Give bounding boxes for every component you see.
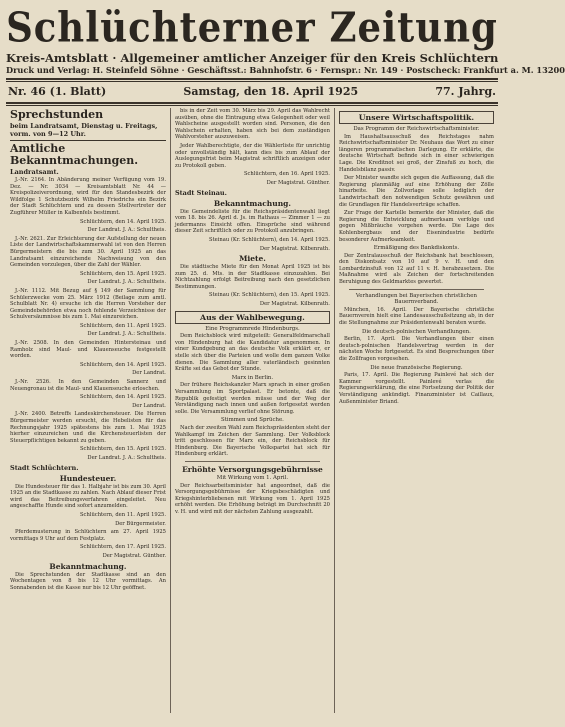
- notice-date: Steinau (Kr. Schlüchtern), den 15. April 1925.: [209, 292, 330, 299]
- volume: 77. Jahrg.: [435, 85, 496, 98]
- notice-signature: Der Bürgermeister.: [115, 520, 166, 527]
- issue-sheet: (1. Blatt): [49, 85, 107, 98]
- column-2: [170, 108, 334, 713]
- subheading-programmrede: Eine Programmrede Hindenburgs.: [205, 325, 300, 332]
- article-paragraph: bis in der Zeit vom 30. März bis 29. April das Wahlrecht ausüben, ohne die Eintragung etwa Gelegenheit oder weil Wahlscheine ausgestellt worden sind. Personen, die den Wahlschein erhalten, haben sich bei dem zuständigen Wahlvorsteher auszuweisen.: [174, 108, 330, 141]
- notice-paragraph: J.-Nr. 2621. Zur Erleichterung der Aufstellung der neuen Liste der Landwirtschaftskammerwahl ist von den Herren Bürgermeistern die bis zum 30. April 1925 an das Landratsamt einzureichende Nachweisung von den Gemeinden vorzulegen, über die Zahl der Wähler.: [10, 235, 166, 269]
- sprechstunden-text: beim Landratsamt, Dienstag u. Freitags, vorm. von 9—12 Uhr.: [10, 122, 158, 138]
- subheading-bankdiskont: Ermäßigung des Bankdiskonts.: [373, 245, 460, 252]
- notice-signature: Der Magistrat. Günther.: [266, 179, 330, 186]
- heading-miete: Miete.: [239, 254, 266, 264]
- article-paragraph: Paris, 17. April. Die Regierung Painlevé hat sich der Kammer vorgestellt. Painlevé verlas die Regierungserklärung, die eine Fortsetzung der Politik der Verständigung ankündigt. Finanzminister ist Caillaux, Außenminister Briand.: [338, 372, 494, 405]
- divider: [6, 102, 498, 106]
- notice-date: Steinau (Kr. Schlüchtern), den 14. April 1925.: [209, 236, 330, 243]
- notice-paragraph: Die Gemeindeliste für die Reichspräsidentenwahl liegt vom 18. bis 26. April d. Js. im Rathaus — Zimmer 1 — zu jedermanns Einsicht offen. Einsprüche sind während dieser Zeit schriftlich oder zu Protokoll anzubringen.: [174, 208, 330, 235]
- subheading-programm: Das Programm der Reichswirtschaftsminister.: [353, 126, 480, 132]
- subheading-versorgung: Mit Wirkung vom 1. April.: [216, 474, 289, 481]
- notice-signature: Der Magistrat. Günther.: [102, 552, 166, 559]
- notice-paragraph: Die Sprechstunden der Stadtkasse sind an den Wochentagen von 8 bis 12 Uhr vormittags. An Sonnabenden ist die Kasse nur bis 12 Uhr geöffnet.: [10, 571, 166, 591]
- section-steinau: Stadt Steinau.: [174, 188, 227, 197]
- heading-sprechstunden: Sprechstunden: [10, 108, 104, 121]
- notice-signature: Der Landrat. J. A.: Schultheis.: [87, 331, 166, 338]
- notice-date: Schlüchtern, den 11. April 1925.: [80, 322, 166, 329]
- notice-paragraph: J.-Nr. 2508. In den Gemeinden Hintersteinau und Ramholz sind Maul- und Klauenseuche festgestellt worden.: [10, 340, 166, 360]
- notice-signature: Der Landrat. J. A.: Schultheis.: [87, 279, 166, 286]
- section-stadt: Stadt Schlüchtern.: [10, 463, 79, 472]
- column-1: [6, 108, 170, 713]
- heading-bekanntmachung: Bekanntmachung.: [49, 561, 127, 571]
- notice-date: Schlüchtern, den 17. April 1925.: [80, 544, 166, 551]
- heading-amtliche: Amtliche Bekanntmachungen.: [10, 142, 139, 167]
- notice-date: Schlüchtern, den 11. April 1925.: [80, 511, 166, 518]
- subheading-stimmen: Stimmen und Sprüche.: [221, 417, 284, 424]
- article-paragraph: Nach der zweiten Wahl zum Reichspräsidenten steht der Wahlkampf im Zeichen der Sammlung. Der Volksblock tritt geschlossen für Marx ein, der Reichsblock für Hindenburg. Die Bayerische Volkspartei hat sich für Hindenburg erklärt.: [174, 424, 330, 458]
- notice-date: Schlüchtern, den 14. April 1925.: [80, 218, 166, 225]
- heading-hundesteuer: Hundesteuer.: [59, 473, 117, 483]
- notice-date: Schlüchtern, den 15. April 1925.: [80, 270, 166, 277]
- heading-wahlbewegung: Aus der Wahlbewegung.: [175, 311, 330, 324]
- divider: [6, 78, 498, 82]
- heading-wirtschaftspolitik: Unsere Wirtschaftspolitik.: [339, 111, 494, 124]
- article-paragraph: Der Minister wandte sich gegen die Auffassung, daß die Regierung planmäßig auf eine Erhöhung der Zölle hinarbeite. Die Zollvorlage solle lediglich der Landwirtschaft den notwendigen Schutz gewähren und die Grundlagen für Handelsverträge schaffen.: [338, 175, 494, 208]
- notice-paragraph: J.-Nr. 2164. In Abänderung meiner Verfügung vom 19. Dez. — Nr. 3034 — Kreisamtsblatt Nr. 44 — Kreispolizeiverordnung, wird für den Standesbezirk der Wildfolge 1 Schutzbezirk Wilhelm Friedrichs ein Bezirk der Stadt Schlüchtern und zu dessen Stellvertreter der Zugführer Müller in Kalbenfels bestimmt.: [10, 177, 166, 216]
- article-paragraph: Im Haushaltsausschuß des Reichstages nahm Reichswirtschaftsminister Dr. Neuhaus das Wort zu einer längeren programmatischen Darlegung. Er erklärte, die deutsche Wirtschaft befinde sich in einer schwierigen Lage. Die Kreditnot sei groß, der Zinsfuß zu hoch, die Handelsbilanz passiv.: [338, 133, 494, 173]
- article-paragraph: Berlin, 17. April. Die Verhandlungen über einen deutsch-polnischen Handelsvertrag werden in der nächsten Woche fortgesetzt. Es sind Besprechungen über die Zollfragen vorgesehen.: [338, 336, 494, 362]
- divider: [349, 289, 484, 290]
- section-landratsamt: Landratsamt.: [10, 168, 59, 176]
- divider: [185, 461, 320, 462]
- notice-date: Schlüchtern, den 15. April 1925.: [80, 446, 166, 453]
- subheading-franzoesisch: Die neue französische Regierung.: [370, 364, 463, 371]
- article-paragraph: Dem Reichsblock wird mitgeteilt: Generalfeldmarschall von Hindenburg hat die Kandidatur angenommen. In einer Kundgebung an das deutsche Volk erklärt er, er stelle sich über die Parteien und wolle dem ganzen Volke dienen. Die Sammlung aller vaterländisch gesinnten Kräfte sei das Gebot der Stunde.: [174, 333, 330, 373]
- article-paragraph: Zur Frage der Kartelle bemerkte der Minister, daß die Regierung die Entwicklung aufmerksam verfolge und gegen Mißbräuche vorgehen werde. Die Lage des Kohlenbergbaus und der Eisenindustrie bedürfe besonderer Aufmerksamkeit.: [338, 210, 494, 243]
- subtitle: Kreis-Amtsblatt · Allgemeiner amtlicher Anzeiger für den Kreis Schlüchtern: [6, 51, 499, 65]
- subheading-marx: Marx in Berlin.: [231, 374, 274, 381]
- article-paragraph: Der Reichsarbeitsminister hat angeordnet, daß die Versorgungsgebührnisse der Kriegsbeschädigten und Kriegshinterbliebenen mit Wirkung vom 1. April 1925 erhöht werden. Die Erhöhung beträgt im Durchschnitt 20 v. H. und wird mit der nächsten Zahlung ausgezahlt.: [174, 482, 330, 515]
- heading-versorgung: Erhöhte Versorgungsgebührnisse: [182, 464, 323, 474]
- notice-paragraph: J.-Nr. 2400. Betreffs Landeskirchensteuer. Die Herren Bürgermeister werden ersucht, die Hebelisten für das Rechnungsjahr 1925 spätestens bis zum 1. Mai 1925 hierher einzureichen und die Kirchensteuerlisten der Steuerpflichtigen bekannt zu geben.: [10, 411, 166, 444]
- heading-bekanntmachung: Bekanntmachung.: [213, 198, 292, 208]
- article-paragraph: Der Zentralausschuß der Reichsbank hat beschlossen, den Diskontsatz von 10 auf 9 v. H. und den Lombardzinsfuß von 12 auf 11 v. H. herabzusetzen. Die Maßnahme wird als Zeichen der fortschreitenden Beruhigung des Geldmarktes gewertet.: [338, 252, 494, 286]
- article-paragraph: München, 16. April. Der Bayerische christliche Bauernverein hielt eine Landesausschußsitzung ab, in der die Stellungnahme zur Präsidentenwahl beraten wurde.: [338, 306, 494, 327]
- notice-date: Schlüchtern, den 16. April 1925.: [243, 171, 330, 178]
- issue-date: Samstag, den 18. April 1925: [183, 85, 359, 98]
- notice-signature: Der Landrat. J. A.: Schultheis.: [87, 227, 166, 234]
- notice-signature: Der Magistrat. Kilbenrath.: [259, 301, 330, 308]
- subheading-verhandlungen: Die deutsch-polnischen Verhandlungen.: [362, 328, 471, 335]
- dateline: [6, 84, 498, 100]
- masthead: Schlüchterner Zeitung: [6, 2, 498, 52]
- notice-paragraph: Die städtische Miete für den Monat April 1925 ist bis zum 25. d. Mts. in der Stadtkasse einzuzahlen. Bei Nichtzahlung erfolgt Beitreibung nach den gesetzlichen Bestimmungen.: [174, 264, 330, 290]
- notice-signature: Der Landrat. J. A.: Schultheis.: [87, 454, 166, 461]
- notice-signature: Der Landrat.: [132, 402, 166, 409]
- notice-date: Schlüchtern, den 14. April 1925.: [80, 361, 166, 368]
- subheading-bauernverband: Verhandlungen bei Bayerischen christlichen Bauernverband.: [355, 292, 477, 306]
- article-paragraph: Jeder Wahlberechtigte, der die Wählerliste für unrichtig oder unvollständig hält, kann dies bis zum Ablauf der Auslegungsfrist beim Magistrat schriftlich anzeigen oder zu Protokoll geben.: [174, 142, 330, 169]
- issue-number: Nr. 46 (1. Blatt): [8, 85, 107, 98]
- divider: [10, 140, 166, 141]
- notice-paragraph: Die Hundesteuer für das 1. Halbjahr ist bis zum 30. April 1925 an die Stadtkasse zu zahlen. Nach Ablauf dieser Frist wird das Beitreibungsverfahren eingeleitet. Neu angeschaffte Hunde sind sofort anzumelden.: [10, 483, 166, 510]
- article-paragraph: Der frühere Reichskanzler Marx sprach in einer großen Versammlung im Sportpalast. Er betonte, daß die Republik gefestigt werden müsse und der Weg der Verständigung nach innen und außen fortgesetzt werden solle. Die Versammlung verlief ohne Störung.: [174, 382, 330, 415]
- notice-paragraph: J.-Nr. 1112. Mit Bezug auf § 149 der Sammlung für Schülerzwecke vom 25. März 1912 (Beilage zum amtl. Schulblatt Nr. 4) ersuche ich die Herren Vorsteher der Gemeindebehörden etwa noch fehlende Verzeichnisse der Schulversäumnisse bis zum 1. Mai einzureichen.: [10, 287, 166, 321]
- columns: [6, 108, 498, 713]
- imprint: Druck und Verlag: H. Steinfeld Söhne · Geschäftsst.: Bahnhofstr. 6 · Fernspr.: Nr. 149 · Postscheck: Frankfurt a. M. 13200: [6, 65, 565, 75]
- notice-date: Schlüchtern, den 14. April 1925.: [80, 394, 166, 401]
- notice-signature: Der Landrat.: [132, 370, 166, 377]
- column-3: [334, 108, 498, 713]
- notice-paragraph: J.-Nr. 2526. In den Gemeinden Sannerz und Neuengronau ist die Maul- und Klauenseuche erloschen.: [10, 379, 166, 392]
- notice-signature: Der Magistrat. Kilbenrath.: [259, 245, 330, 252]
- notice-paragraph: Pferdemusterung in Schlüchtern am 27. April 1925 vormittags 9 Uhr auf dem Festplatz.: [10, 529, 166, 542]
